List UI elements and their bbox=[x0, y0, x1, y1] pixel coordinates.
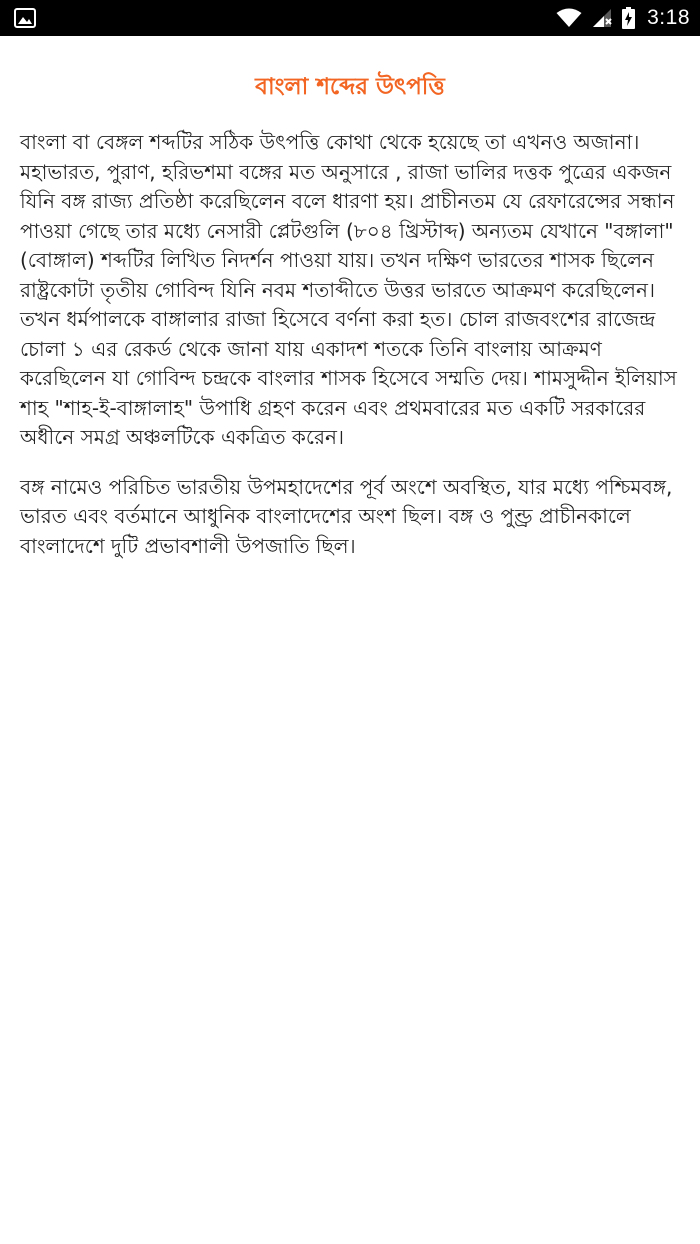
status-bar bbox=[0, 0, 700, 36]
battery-charging-icon bbox=[622, 7, 635, 29]
article-paragraph-2: বঙ্গ নামেও পরিচিত ভারতীয় উপমহাদেশের পূর্ব অংশে অবস্থিত, যার মধ্যে পশ্চিমবঙ্গ, ভারত এবং বর্তমানে আধুনিক বাংলাদেশের অংশ ছিল। বঙ্গ ও পুণ্ড্র প্রাচীনকালে বাংলাদেশে দুটি প্রভাবশালী উপজাতি ছিল। bbox=[20, 474, 673, 558]
article-content[interactable] bbox=[0, 36, 700, 1244]
article-paragraph-1: বাংলা বা বেঙ্গল শব্দটির সঠিক উৎপত্তি কোথা থেকে হয়েছে তা এখনও অজানা। মহাভারত, পুরাণ, হরিভশমা বঙ্গের মত অনুসারে , রাজা ভালির দত্তক পুত্রের একজন যিনি বঙ্গ রাজ্য প্রতিষ্ঠা করেছিলেন বলে ধারণা হয়। প্রাচীনতম যে রেফারেন্সের সন্ধান পাওয়া গেছে তার মধ্যে নেসারী প্লেটগুলি (৮০৪ খ্রিস্টাব্দ) অন্যতম যেখানে "বঙ্গালা" (বোঙ্গাল) শব্দটির লিখিত নিদর্শন পাওয়া যায়। তখন দক্ষিণ ভারতের শাসক ছিলেন রাষ্ট্রকোটা তৃতীয় গোবিন্দ যিনি নবম শতাব্দীতে উত্তর ভারতে আক্রমণ করেছিলেন। তখন ধর্মপালকে বাঙ্গালার রাজা হিসেবে বর্ণনা করা হত। চোল রাজবংশের রাজেন্দ্র চোলা ১ এর রেকর্ড থেকে জানা যায় একাদশ শতকে তিনি বাংলায় আক্রমণ করেছিলেন যা গোবিন্দ চন্দ্রকে বাংলার শাসক হিসেবে সম্মতি দেয়। শামসুদ্দীন ইলিয়াস শাহ "শাহ-ই-বাঙ্গালাহ" উপাধি গ্রহণ করেন এবং প্রথমবারের মত একটি সরকারের অধীনে সমগ্র অঞ্চলটিকে একত্রিত করেন। bbox=[20, 130, 677, 449]
wifi-icon bbox=[556, 8, 582, 28]
signal-icon bbox=[592, 8, 612, 28]
status-time: 3:18 bbox=[647, 6, 690, 29]
image-icon bbox=[14, 8, 36, 28]
status-icons bbox=[556, 0, 690, 36]
article-title: বাংলা শব্দের উৎপত্তি bbox=[255, 74, 445, 100]
